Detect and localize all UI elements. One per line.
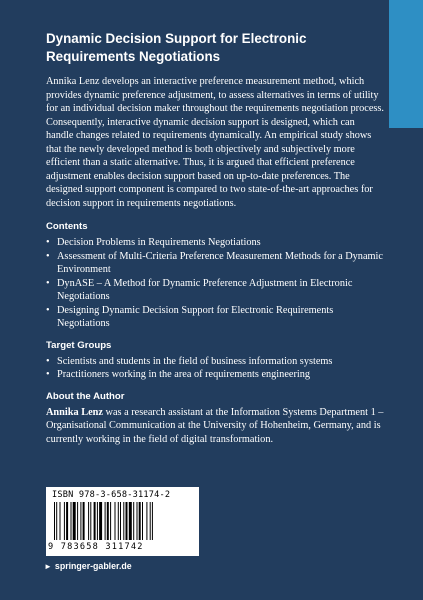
barcode-bar [139, 502, 141, 540]
author-name: Annika Lenz [46, 406, 103, 418]
target-groups-heading: Target Groups [46, 339, 112, 351]
barcode-bar [60, 502, 61, 540]
contents-item-text: Designing Dynamic Decision Support for Electronic Requirements Negotiations [57, 304, 334, 329]
barcode-bar [90, 502, 91, 540]
contents-list [46, 236, 384, 331]
barcode-bar [83, 502, 85, 540]
barcode-bar [77, 502, 78, 540]
contents-item [46, 304, 384, 331]
barcode-bar [56, 502, 57, 540]
bullet-icon: • [46, 369, 50, 380]
barcode-digits: 9 783658 311742 [48, 542, 144, 552]
barcode-bar [120, 502, 121, 540]
barcode-bar [110, 502, 111, 540]
barcode-bar [54, 502, 55, 540]
contents-item-text: Assessment of Multi-Criteria Preference Measurement Methods for a Dynamic Environment [57, 250, 383, 275]
bullet-icon: • [46, 250, 50, 262]
target-group-item [46, 355, 384, 369]
barcode-bar [115, 502, 116, 540]
bullet-icon: • [46, 237, 50, 248]
author-bio-text: was a research assistant at the Information Systems Department 1 – Organisational Communication at the University of Hohenheim, Germany, and is currently working in the field of digital transformation. [46, 406, 384, 445]
contents-item-text: Decision Problems in Requirements Negotiations [57, 237, 261, 248]
barcode-bar [150, 502, 151, 540]
barcode-bar [133, 502, 134, 540]
contents-item [46, 236, 384, 250]
back-cover-content [46, 30, 384, 446]
bullet-icon: • [46, 304, 50, 316]
barcode-bar [105, 502, 106, 540]
barcode-bar [137, 502, 138, 540]
contents-item-text: DynASE – A Method for Dynamic Preference Adjustment in Electronic Negotiations [57, 277, 353, 302]
barcode-bar [123, 502, 124, 540]
barcode-bar [80, 502, 81, 540]
barcode-bars [54, 502, 192, 540]
barcode-bar [146, 502, 147, 540]
publisher-link[interactable] [44, 561, 132, 571]
barcode-bar [71, 502, 72, 540]
isbn-barcode [46, 487, 199, 556]
isbn-number: ISBN 978-3-658-31174-2 [52, 490, 171, 500]
barcode-bar [64, 502, 65, 540]
target-group-text: Scientists and students in the field of business information systems [57, 355, 333, 367]
book-title: Dynamic Decision Support for Electronic Requirements Negotiations [46, 31, 307, 64]
barcode-bar [99, 502, 102, 540]
target-group-item [46, 368, 384, 382]
barcode-bar [129, 502, 132, 540]
barcode-bar [152, 502, 153, 540]
cover-edge-tab [389, 0, 423, 128]
target-groups-list [46, 355, 384, 382]
bullet-icon: • [46, 355, 50, 367]
contents-item [46, 250, 384, 277]
barcode-bar [142, 502, 143, 540]
barcode-bar [118, 502, 119, 540]
target-group-text: Practitioners working in the area of requirements engineering [57, 369, 311, 380]
barcode-bar [66, 502, 68, 540]
contents-item [46, 277, 384, 304]
about-author-heading: About the Author [46, 390, 125, 402]
barcode-bar [73, 502, 76, 540]
author-bio [46, 406, 384, 447]
book-abstract: Annika Lenz develops an interactive preference measurement method, which provides dynamic preference adjustment, to assess alternatives in terms of utility for an individual decision maker throughout the requirements negotiation process. Consequently, interactive dynamic decision support is designed, which can handle changes related to requirements dynamically. An empirical study shows that the newly developed method is both objectively and subjectively more efficient than a static alternative. Thus, it is argued that efficient preference adjustment enables decision support based on up-to-date preferences. The designed support component is compared to two state-of-the-art approaches for decision support in requirements negotiations. [46, 76, 384, 209]
barcode-bar [97, 502, 98, 540]
barcode-bar [94, 502, 96, 540]
barcode-bar [126, 502, 128, 540]
publisher-url: springer-gabler.de [54, 561, 132, 571]
barcode-bar [88, 502, 89, 540]
contents-heading: Contents [46, 221, 88, 232]
barcode-bar [107, 502, 109, 540]
bullet-icon: • [46, 277, 50, 289]
arrow-right-icon: ► [44, 562, 52, 571]
